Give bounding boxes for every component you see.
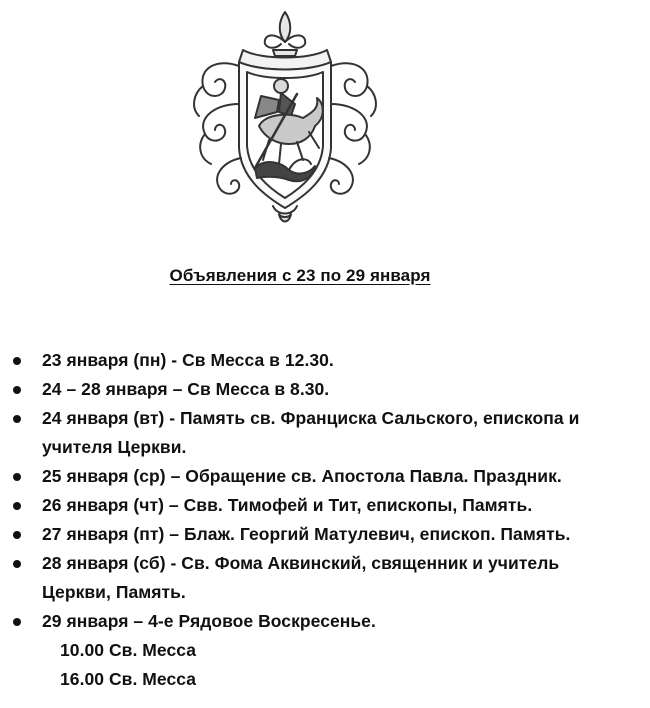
bullet-icon xyxy=(13,357,21,365)
announcement-line: 23 января (пн) - Св Месса в 12.30. xyxy=(42,350,334,370)
bullet-icon xyxy=(13,415,21,423)
announcement-line: 27 января (пт) – Блаж. Георгий Матулевич, епископ. Память. xyxy=(42,524,571,544)
announcement-line: 28 января (сб) - Св. Фома Аквинский, священник и учитель xyxy=(42,553,560,573)
list-item xyxy=(0,346,640,375)
announcement-line: 24 января (вт) - Память св. Франциска Сальского, епископа и xyxy=(42,408,580,428)
mass-time-line: 10.00 Св. Месса xyxy=(60,640,197,660)
list-item xyxy=(0,404,640,462)
announcement-line: 24 – 28 января – Св Месса в 8.30. xyxy=(42,379,330,399)
bullet-icon xyxy=(13,618,21,626)
list-item xyxy=(0,549,640,607)
list-item xyxy=(0,607,640,694)
announcement-list xyxy=(0,346,640,694)
announcement-line: 26 января (чт) – Свв. Тимофей и Тит, епископы, Память. xyxy=(42,495,533,515)
bullet-icon xyxy=(13,531,21,539)
announcement-line: учителя Церкви. xyxy=(42,437,187,457)
st-george-coat-of-arms-icon xyxy=(185,8,385,230)
list-item xyxy=(0,491,640,520)
list-item xyxy=(0,520,640,549)
mass-time-line: 16.00 Св. Месса xyxy=(60,669,197,689)
page-title: Объявления с 23 по 29 января xyxy=(169,266,431,285)
bullet-icon xyxy=(13,473,21,481)
announcement-line: 25 января (ср) – Обращение св. Апостола Павла. Праздник. xyxy=(42,466,562,486)
bullet-icon xyxy=(13,560,21,568)
list-item xyxy=(0,462,640,491)
bullet-icon xyxy=(13,386,21,394)
list-item xyxy=(0,375,640,404)
bullet-icon xyxy=(13,502,21,510)
announcement-line: 29 января – 4-е Рядовое Воскресенье. xyxy=(42,611,376,631)
announcement-line: Церкви, Память. xyxy=(42,582,186,602)
